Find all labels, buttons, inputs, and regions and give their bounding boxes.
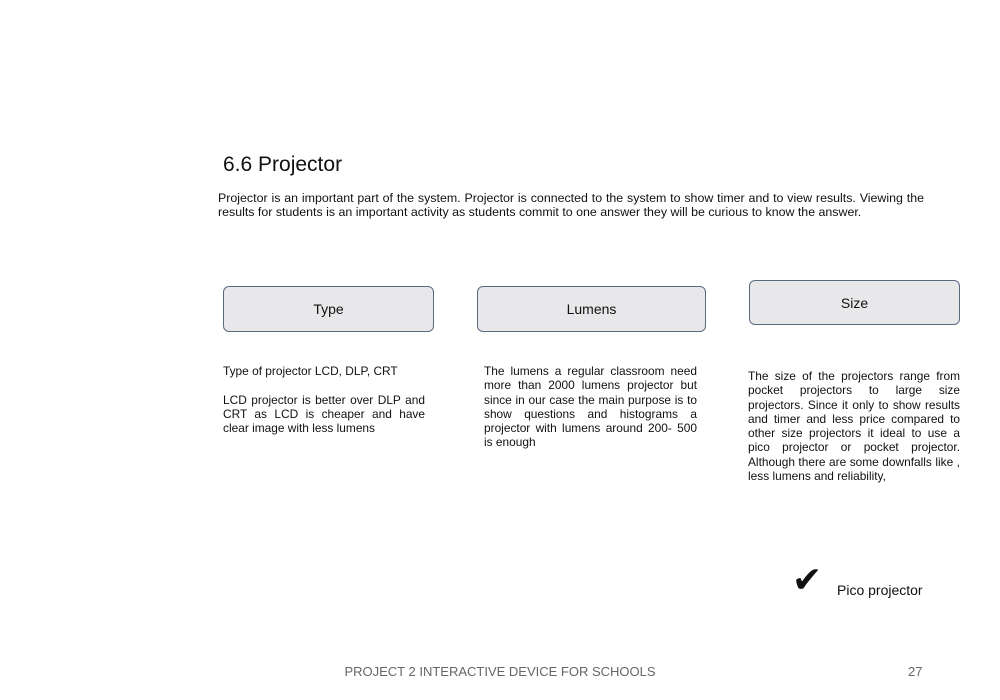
conclusion-label: Pico projector — [837, 582, 923, 598]
intro-paragraph: Projector is an important part of the system. Projector is connected to the system to show timer and to view results. Viewing the results for students is an important activity as students commit to one answer they will be curious to know the answer. — [218, 191, 924, 220]
lumens-box — [477, 286, 706, 332]
checkmark-icon: ✔ — [792, 559, 823, 600]
lumens-text — [484, 364, 697, 464]
lumens-title: Lumens — [566, 301, 617, 317]
section-heading: 6.6 Projector — [223, 153, 343, 176]
page-number: 27 — [908, 664, 923, 679]
type-title: Type — [313, 301, 344, 317]
size-title: Size — [840, 294, 869, 311]
type-paragraph: LCD projector is better over DLP and CRT as LCD is cheaper and have clear image with less lumens — [223, 392, 425, 436]
type-text — [223, 364, 425, 450]
size-box — [749, 280, 960, 325]
lumens-paragraph: The lumens a regular classroom need more than 2000 lumens projector but since in our case the main purpose is to show questions and histograms a projector with lumens around 200- 500 is enough — [484, 364, 697, 450]
footer-title: PROJECT 2 INTERACTIVE DEVICE FOR SCHOOLS — [344, 664, 656, 679]
type-paragraph: Type of projector LCD, DLP, CRT — [223, 364, 398, 378]
size-text — [748, 369, 960, 498]
size-paragraph: The size of the projectors range from pocket projectors to large size projectors. Since it only to show results and timer and less price compared to other size projectors it ideal to use a pico projector or pocket projector. Although there are some downfalls like , less lumens and reliability, — [748, 369, 960, 484]
type-box — [223, 286, 434, 332]
